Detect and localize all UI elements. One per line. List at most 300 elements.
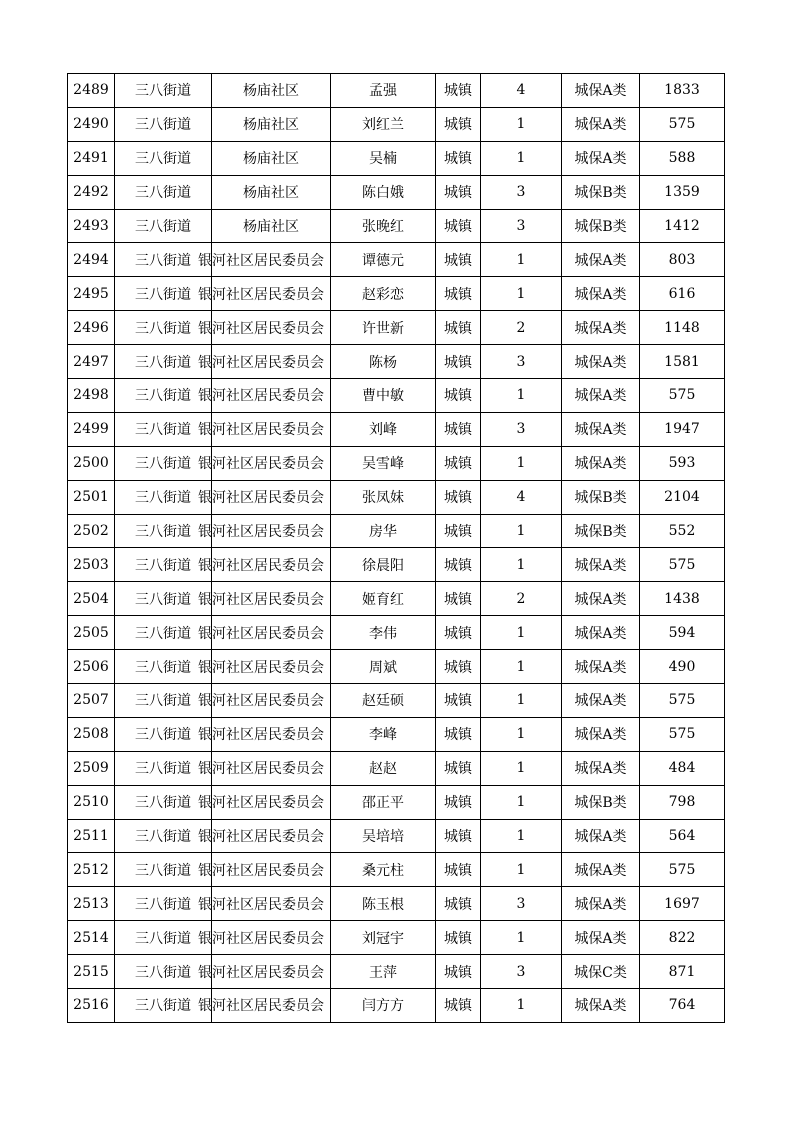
amount-text: 593 <box>668 455 696 472</box>
amount-cell <box>640 650 725 684</box>
household-size-text: 1 <box>516 150 526 167</box>
amount-text: 484 <box>668 760 696 777</box>
category-cell <box>562 209 640 243</box>
household-size-cell <box>481 446 562 480</box>
area-type-cell <box>436 853 481 887</box>
amount-text: 1697 <box>664 895 700 912</box>
community-text: 银河社区居民委员会 <box>198 727 324 744</box>
row-number-cell <box>68 819 115 853</box>
community-text: 银河社区居民委员会 <box>198 320 324 337</box>
amount-cell <box>640 684 725 718</box>
category-text: 城保A类 <box>574 151 627 168</box>
amount-text: 1148 <box>664 319 700 336</box>
community-cell <box>212 107 331 141</box>
category-text: 城保A类 <box>574 829 627 846</box>
row-number-cell <box>68 582 115 616</box>
area-type-text: 城镇 <box>444 354 472 371</box>
area-type-cell <box>436 684 481 718</box>
amount-cell <box>640 514 725 548</box>
area-type-cell <box>436 446 481 480</box>
name-text: 赵彩恋 <box>362 286 404 303</box>
amount-text: 871 <box>668 963 696 980</box>
amount-cell <box>640 548 725 582</box>
name-text: 孟强 <box>369 83 397 100</box>
row-number-text: 2495 <box>73 285 109 302</box>
street-cell <box>115 74 212 108</box>
name-cell <box>331 412 436 446</box>
category-cell <box>562 480 640 514</box>
amount-cell <box>640 887 725 921</box>
household-size-cell <box>481 412 562 446</box>
name-text: 刘红兰 <box>362 117 404 134</box>
row-number-text: 2505 <box>73 624 109 641</box>
category-text: 城保A类 <box>574 896 627 913</box>
row-number-text: 2510 <box>73 794 109 811</box>
row-number-text: 2512 <box>73 861 109 878</box>
amount-cell <box>640 311 725 345</box>
street-text: 三八街道 <box>135 422 191 439</box>
community-cell <box>198 311 331 345</box>
row-number-text: 2511 <box>73 828 109 845</box>
row-number-text: 2491 <box>73 150 109 167</box>
category-text: 城保A类 <box>574 286 627 303</box>
name-text: 陈玉根 <box>362 896 404 913</box>
street-cell <box>115 379 212 413</box>
amount-cell <box>640 141 725 175</box>
name-cell <box>331 446 436 480</box>
community-cell <box>198 887 331 921</box>
household-size-cell <box>481 548 562 582</box>
table-row <box>68 582 725 616</box>
category-text: 城保A类 <box>574 693 627 710</box>
amount-cell <box>640 480 725 514</box>
table-row <box>68 616 725 650</box>
area-type-text: 城镇 <box>444 320 472 337</box>
street-text: 三八街道 <box>135 659 191 676</box>
community-cell <box>198 819 331 853</box>
name-text: 李伟 <box>369 625 397 642</box>
category-text: 城保A类 <box>574 83 627 100</box>
community-text: 银河社区居民委员会 <box>198 930 324 947</box>
household-size-text: 1 <box>516 624 526 641</box>
name-text: 赵赵 <box>369 761 397 778</box>
household-size-text: 1 <box>516 387 526 404</box>
area-type-text: 城镇 <box>444 117 472 134</box>
amount-text: 490 <box>668 658 696 675</box>
street-cell <box>115 412 212 446</box>
row-number-text: 2500 <box>73 455 109 472</box>
household-size-cell <box>481 616 562 650</box>
street-text: 三八街道 <box>135 320 191 337</box>
name-text: 房华 <box>369 524 397 541</box>
household-size-cell <box>481 751 562 785</box>
category-cell <box>562 785 640 819</box>
household-size-text: 1 <box>516 828 526 845</box>
row-number-cell <box>68 277 115 311</box>
row-number-text: 2497 <box>73 353 109 370</box>
category-text: 城保A类 <box>574 862 627 879</box>
row-number-text: 2516 <box>73 997 109 1014</box>
household-size-cell <box>481 989 562 1023</box>
street-cell <box>115 277 212 311</box>
area-type-cell <box>436 107 481 141</box>
category-cell <box>562 650 640 684</box>
row-number-text: 2508 <box>73 726 109 743</box>
area-type-text: 城镇 <box>444 219 472 235</box>
household-size-text: 1 <box>516 760 526 777</box>
community-cell <box>198 616 331 650</box>
amount-text: 575 <box>668 556 696 573</box>
household-size-text: 3 <box>516 963 526 980</box>
street-text: 三八街道 <box>135 795 191 812</box>
category-cell <box>562 582 640 616</box>
household-size-text: 1 <box>516 658 526 675</box>
area-type-text: 城镇 <box>444 998 472 1015</box>
street-cell <box>115 751 212 785</box>
name-text: 赵廷硕 <box>362 693 404 710</box>
table-row <box>68 209 725 243</box>
category-cell <box>562 74 640 108</box>
area-type-cell <box>436 412 481 446</box>
name-text: 闫方方 <box>362 998 404 1015</box>
household-size-cell <box>481 582 562 616</box>
area-type-cell <box>436 582 481 616</box>
name-cell <box>331 480 436 514</box>
area-type-text: 城镇 <box>444 252 472 269</box>
community-text: 银河社区居民委员会 <box>198 693 324 710</box>
table-row <box>68 684 725 718</box>
area-type-cell <box>436 548 481 582</box>
community-cell <box>198 717 331 751</box>
street-text: 三八街道 <box>135 117 191 134</box>
community-cell <box>198 480 331 514</box>
community-cell <box>198 582 331 616</box>
area-type-text: 城镇 <box>444 896 472 913</box>
street-text: 三八街道 <box>135 896 191 913</box>
name-cell <box>331 277 436 311</box>
row-number-text: 2501 <box>73 489 109 506</box>
community-text: 杨庙社区 <box>243 117 299 134</box>
community-cell <box>212 209 331 243</box>
area-type-text: 城镇 <box>444 591 472 608</box>
street-text: 三八街道 <box>135 693 191 710</box>
category-text: 城保B类 <box>574 795 627 812</box>
table-row <box>68 514 725 548</box>
amount-cell <box>640 209 725 243</box>
community-text: 杨庙社区 <box>243 83 299 100</box>
street-text: 三八街道 <box>135 490 191 507</box>
community-cell <box>198 412 331 446</box>
area-type-cell <box>436 955 481 989</box>
table-row <box>68 785 725 819</box>
area-type-text: 城镇 <box>444 829 472 846</box>
street-cell <box>115 650 212 684</box>
street-text: 三八街道 <box>135 998 191 1015</box>
household-size-cell <box>481 243 562 277</box>
street-cell <box>115 141 212 175</box>
street-cell <box>115 243 212 277</box>
row-number-cell <box>68 989 115 1023</box>
table-row <box>68 853 725 887</box>
name-text: 刘冠宇 <box>362 930 404 947</box>
street-cell <box>115 616 212 650</box>
table-row <box>68 446 725 480</box>
row-number-text: 2506 <box>73 658 109 675</box>
household-size-cell <box>481 141 562 175</box>
table-row <box>68 989 725 1023</box>
household-size-text: 1 <box>516 455 526 472</box>
table-row <box>68 74 725 108</box>
category-text: 城保A类 <box>574 930 627 947</box>
household-size-text: 1 <box>516 794 526 811</box>
household-size-cell <box>481 819 562 853</box>
household-size-cell <box>481 921 562 955</box>
amount-cell <box>640 921 725 955</box>
amount-text: 588 <box>668 150 696 167</box>
community-text: 杨庙社区 <box>243 151 299 168</box>
street-text: 三八街道 <box>135 252 191 269</box>
table-row <box>68 480 725 514</box>
community-text: 银河社区居民委员会 <box>198 964 324 981</box>
community-cell <box>198 751 331 785</box>
category-text: 城保A类 <box>574 456 627 473</box>
community-cell <box>198 684 331 718</box>
street-text: 三八街道 <box>135 524 191 541</box>
community-cell <box>198 650 331 684</box>
name-cell <box>331 582 436 616</box>
row-number-cell <box>68 514 115 548</box>
household-size-text: 2 <box>516 590 526 607</box>
household-size-cell <box>481 887 562 921</box>
category-cell <box>562 243 640 277</box>
name-cell <box>331 616 436 650</box>
category-cell <box>562 175 640 209</box>
amount-text: 803 <box>668 251 696 268</box>
table-row <box>68 548 725 582</box>
row-number-text: 2496 <box>73 319 109 336</box>
street-text: 三八街道 <box>135 219 191 235</box>
household-size-cell <box>481 311 562 345</box>
amount-cell <box>640 989 725 1023</box>
amount-cell <box>640 785 725 819</box>
name-text: 张凤妹 <box>362 490 404 507</box>
street-text: 三八街道 <box>135 761 191 778</box>
area-type-cell <box>436 209 481 243</box>
name-cell <box>331 141 436 175</box>
household-size-cell <box>481 684 562 718</box>
household-size-text: 1 <box>516 726 526 743</box>
street-text: 三八街道 <box>135 388 191 405</box>
community-cell <box>198 853 331 887</box>
category-text: 城保B类 <box>574 185 627 202</box>
data-table <box>67 73 725 1023</box>
table-row <box>68 412 725 446</box>
area-type-text: 城镇 <box>444 625 472 642</box>
community-text: 银河社区居民委员会 <box>198 625 324 642</box>
row-number-text: 2494 <box>73 251 109 268</box>
household-size-cell <box>481 277 562 311</box>
row-number-cell <box>68 480 115 514</box>
row-number-text: 2513 <box>73 895 109 912</box>
amount-text: 2104 <box>664 489 700 506</box>
street-text: 三八街道 <box>135 557 191 574</box>
name-text: 陈杨 <box>369 354 397 371</box>
name-cell <box>331 345 436 379</box>
row-number-cell <box>68 751 115 785</box>
street-text: 三八街道 <box>135 930 191 947</box>
category-text: 城保A类 <box>574 557 627 574</box>
community-cell <box>198 243 331 277</box>
area-type-text: 城镇 <box>444 490 472 507</box>
household-size-text: 1 <box>516 997 526 1014</box>
area-type-cell <box>436 887 481 921</box>
area-type-cell <box>436 717 481 751</box>
street-cell <box>115 446 212 480</box>
street-cell <box>115 989 212 1023</box>
table-row <box>68 819 725 853</box>
category-text: 城保A类 <box>574 117 627 134</box>
area-type-text: 城镇 <box>444 862 472 879</box>
community-text: 银河社区居民委员会 <box>198 388 324 405</box>
name-cell <box>331 548 436 582</box>
row-number-cell <box>68 650 115 684</box>
household-size-text: 3 <box>516 218 526 234</box>
category-cell <box>562 107 640 141</box>
street-text: 三八街道 <box>135 727 191 744</box>
name-text: 刘峰 <box>369 422 397 439</box>
street-cell <box>115 819 212 853</box>
row-number-text: 2514 <box>73 929 109 946</box>
community-text: 银河社区居民委员会 <box>198 557 324 574</box>
street-text: 三八街道 <box>135 151 191 168</box>
name-cell <box>331 989 436 1023</box>
area-type-text: 城镇 <box>444 795 472 812</box>
area-type-text: 城镇 <box>444 456 472 473</box>
amount-text: 1438 <box>664 590 700 607</box>
table-row <box>68 921 725 955</box>
area-type-text: 城镇 <box>444 185 472 202</box>
name-cell <box>331 514 436 548</box>
category-text: 城保A类 <box>574 354 627 371</box>
household-size-cell <box>481 74 562 108</box>
category-text: 城保A类 <box>574 625 627 642</box>
area-type-text: 城镇 <box>444 151 472 168</box>
household-size-text: 1 <box>516 523 526 540</box>
row-number-cell <box>68 955 115 989</box>
community-cell <box>198 955 331 989</box>
category-cell <box>562 548 640 582</box>
area-type-text: 城镇 <box>444 930 472 947</box>
household-size-cell <box>481 345 562 379</box>
community-cell <box>198 446 331 480</box>
category-text: 城保A类 <box>574 252 627 269</box>
table-body <box>68 74 725 1023</box>
area-type-text: 城镇 <box>444 727 472 744</box>
row-number-cell <box>68 379 115 413</box>
area-type-cell <box>436 277 481 311</box>
community-text: 银河社区居民委员会 <box>198 829 324 846</box>
community-cell <box>212 74 331 108</box>
name-cell <box>331 819 436 853</box>
name-text: 周斌 <box>369 659 397 676</box>
category-cell <box>562 921 640 955</box>
name-text: 谭德元 <box>362 252 404 269</box>
amount-text: 1581 <box>664 353 700 370</box>
community-text: 银河社区居民委员会 <box>198 862 324 879</box>
street-text: 三八街道 <box>135 862 191 879</box>
row-number-cell <box>68 345 115 379</box>
table-row <box>68 141 725 175</box>
category-text: 城保A类 <box>574 591 627 608</box>
household-size-text: 4 <box>516 82 526 99</box>
amount-text: 798 <box>668 794 696 811</box>
row-number-cell <box>68 311 115 345</box>
community-cell <box>198 785 331 819</box>
table-row <box>68 107 725 141</box>
category-cell <box>562 751 640 785</box>
table-row <box>68 175 725 209</box>
community-text: 银河社区居民委员会 <box>198 896 324 913</box>
street-cell <box>115 107 212 141</box>
row-number-text: 2504 <box>73 590 109 607</box>
name-cell <box>331 887 436 921</box>
household-size-cell <box>481 379 562 413</box>
area-type-cell <box>436 311 481 345</box>
area-type-text: 城镇 <box>444 761 472 778</box>
area-type-text: 城镇 <box>444 964 472 981</box>
row-number-cell <box>68 548 115 582</box>
amount-text: 1833 <box>664 82 700 99</box>
amount-text: 564 <box>668 828 696 845</box>
table-row <box>68 243 725 277</box>
street-text: 三八街道 <box>135 83 191 100</box>
street-text: 三八街道 <box>135 625 191 642</box>
household-size-text: 3 <box>516 353 526 370</box>
amount-text: 575 <box>668 387 696 404</box>
row-number-cell <box>68 921 115 955</box>
row-number-cell <box>68 107 115 141</box>
category-cell <box>562 819 640 853</box>
community-text: 银河社区居民委员会 <box>198 490 324 507</box>
row-number-cell <box>68 412 115 446</box>
amount-cell <box>640 717 725 751</box>
name-cell <box>331 650 436 684</box>
community-cell <box>212 141 331 175</box>
household-size-cell <box>481 785 562 819</box>
household-size-text: 4 <box>516 489 526 506</box>
name-cell <box>331 175 436 209</box>
street-cell <box>115 514 212 548</box>
row-number-cell <box>68 717 115 751</box>
community-text: 银河社区居民委员会 <box>198 456 324 473</box>
area-type-cell <box>436 514 481 548</box>
name-text: 王萍 <box>369 964 397 981</box>
area-type-cell <box>436 921 481 955</box>
category-text: 城保B类 <box>574 524 627 541</box>
community-text: 银河社区居民委员会 <box>198 659 324 676</box>
amount-cell <box>640 345 725 379</box>
table-row <box>68 345 725 379</box>
name-cell <box>331 751 436 785</box>
row-number-text: 2509 <box>73 760 109 777</box>
amount-cell <box>640 751 725 785</box>
row-number-cell <box>68 175 115 209</box>
street-text: 三八街道 <box>135 185 191 202</box>
street-cell <box>115 345 212 379</box>
area-type-cell <box>436 480 481 514</box>
amount-cell <box>640 74 725 108</box>
area-type-cell <box>436 345 481 379</box>
